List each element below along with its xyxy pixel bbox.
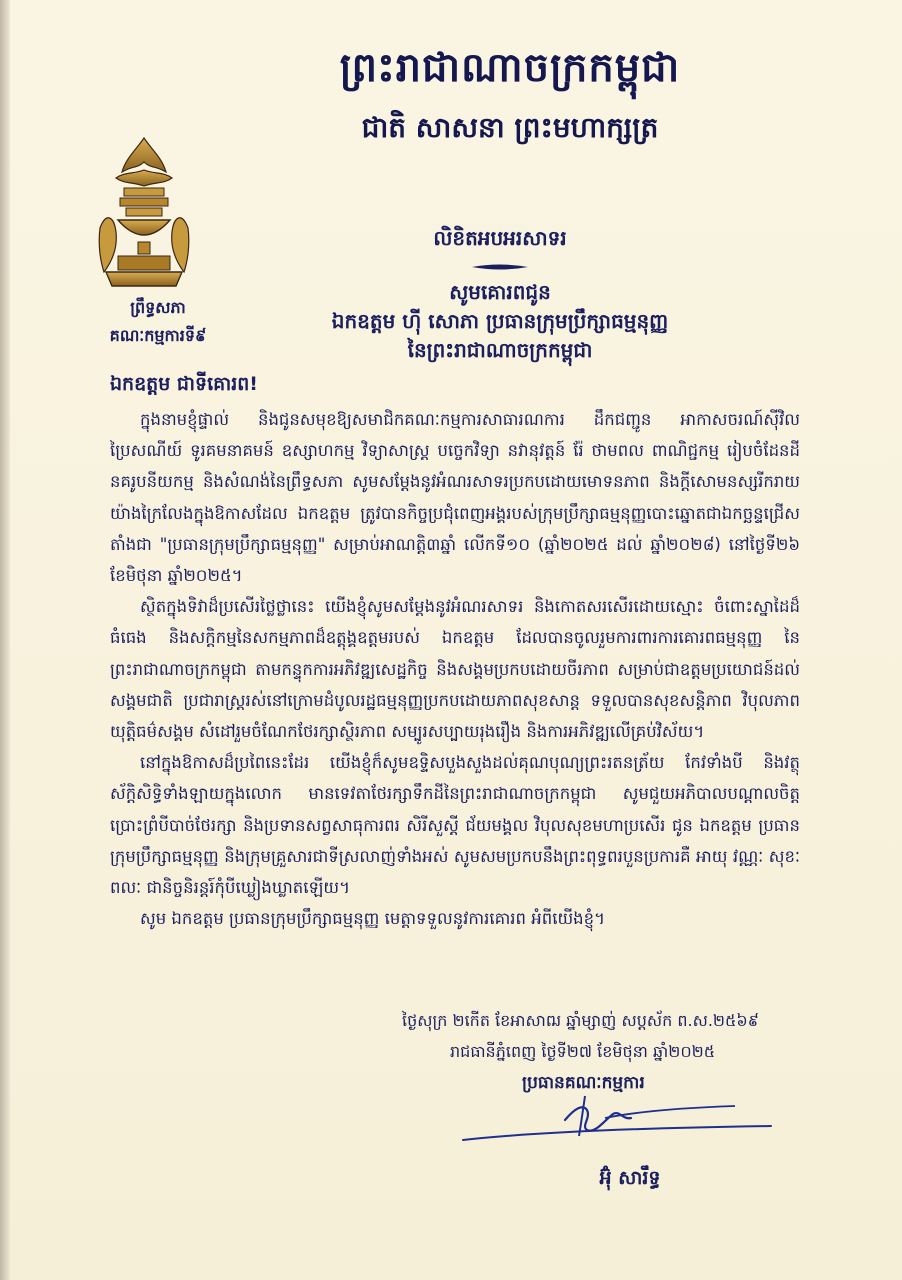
salutation: ឯកឧត្តម ជាទីគោរព!	[110, 373, 258, 395]
organization-name	[78, 294, 238, 350]
signer-name: អ៊ុំ សារឹទ្ធ	[599, 1167, 661, 1189]
national-motto: ជាតិ សាសនា ព្រះមហាក្សត្រ	[361, 111, 659, 144]
organization-line1: ព្រឹទ្ធសភា	[130, 298, 186, 317]
title-divider	[470, 262, 530, 272]
lunar-date: ថ្ងៃសុក្រ ២កើត ខែអាសាឍ ឆ្នាំម្សាញ់ សប្តស័ក ព.ស.២៥៦៩	[402, 1011, 760, 1030]
paragraph-3: នៅក្នុងឱកាសដ៏ប្រពៃនេះដែរ យើងខ្ញុំក៏សូមឧទ្ទិសបួងសួងដល់គុណបុណ្យព្រះរតនត្រ័យ កែវទាំងបី និងវត្ថុស័ក្តិសិទ្ធិទាំងឡាយក្នុងលោក មានទេវតាថែរក្សាទឹកដីនៃព្រះរាជាណាចក្រកម្ពុជា សូមជួយអភិបាលបណ្តាលចិត្តប្រោះព្រំបីបាច់ថែរក្សា និងប្រទានសព្វសាធុការពរ សិរីសួស្តី ជ័យមង្គល វិបុលសុខមហាប្រសើរ ជូន ឯកឧត្តម ប្រធានក្រុមប្រឹក្សាធម្មនុញ្ញ និងក្រុមគ្រួសារជាទីស្រលាញ់ទាំងអស់ សូមសមប្រកបនឹងព្រះពុទ្ធពរបួនប្រការគឺ អាយុ វណ្ណៈ សុខៈ ពលៈ ជានិច្ចនិរន្តរ៍កុំបីឃ្លៀងឃ្លាតឡើយ។	[110, 753, 800, 898]
place-and-date: រាជធានីភ្នំពេញ ថ្ងៃទី២៧ ខែមិថុនា ឆ្នាំ២០២៥	[450, 1042, 716, 1061]
recipient-line3: នៃព្រះរាជាណាចក្រកម្ពុជា	[407, 338, 593, 362]
organization-line2: គណៈកម្មការទី៩	[109, 326, 207, 345]
recipient-block	[230, 278, 770, 365]
closing-line: សូម ឯកឧត្តម ប្រធានក្រុមប្រឹក្សាធម្មនុញ្ញ មេត្តាទទួលនូវការគោរព អំពីយើងខ្ញុំ។	[140, 909, 605, 929]
document-title: លិខិតអបអរសាទរ	[433, 226, 567, 250]
senate-emblem-icon	[96, 132, 192, 292]
handwritten-signature-icon	[455, 1090, 775, 1150]
recipient-line2: ឯកឧត្តម ហ៊ី សោភា ប្រធានក្រុមប្រឹក្សាធម្មនុញ្ញ	[331, 309, 669, 333]
letter-body	[110, 404, 800, 934]
signer-title: ប្រធានគណៈកម្មការ	[522, 1073, 645, 1093]
paragraph-2: ស្ថិតក្នុងទិវាដ៏ប្រសើរថ្លៃថ្លានេះ យើងខ្ញុំសូមសម្តែងនូវអំណរសាទរ និងកោតសរសើរដោយស្មោះ ចំពោះស្នាដៃដ៏ធំធេង និងសក្តិកម្មនៃសកម្មភាពដ៏ឧត្តុង្គឧត្តមរបស់ ឯកឧត្តម ដែលបានចូលរួមការពារការគោរពធម្មនុញ្ញ នៃព្រះរាជាណាចក្រកម្ពុជា តាមកន្ទុកការអភិវឌ្ឍសេដ្ឋកិច្ច និងសង្គមប្រកបដោយចីរភាព សម្រាប់ជាឧត្តមប្រយោជន៍ដល់សង្គមជាតិ ប្រជារាស្ត្ររស់នៅក្រោមដំបូលរដ្ឋធម្មនុញ្ញប្រកបដោយភាពសុខសាន្ត ទទួលបានសុខសន្តិភាព វិបុលភាព យុត្តិធម៌សង្គម សំដៅរួមចំណែកថែរក្សាស្ថិរភាព សម្បូរសប្បាយរុងរឿង និងការអភិវឌ្ឍលើគ្រប់វិស័យ។	[110, 597, 800, 742]
kingdom-heading: ព្រះរាជាណាចក្រកម្ពុជា	[339, 44, 681, 91]
paragraph-1: ក្នុងនាមខ្ញុំផ្ទាល់ និងជូនសមុខឱ្យសមាជិកគណៈកម្មការសាធារណការ ដឹកជញ្ជូន អាកាសចរណ៍ស៊ីវិល ប្រៃសណីយ៍ ទូរគមនាគមន៍ ឧស្សាហកម្ម វិទ្យាសាស្ត្រ បច្ចេកវិទ្យា នវានុវត្តន៍ រ៉ែ ថាមពល ពាណិជ្ជកម្ម រៀបចំដែនដី នគរូបនីយកម្ម និងសំណង់នៃព្រឹទ្ធសភា សូមសម្តែងនូវអំណរសាទរប្រកបដោយមោទនភាព និងក្តីសោមនស្សរីករាយយ៉ាងក្រៃលែងក្នុងឱកាសដែល ឯកឧត្តម ត្រូវបានកិច្ចប្រជុំពេញអង្គរបស់ក្រុមប្រឹក្សាធម្មនុញ្ញបោះឆ្នោតជាឯកច្ឆន្ទជ្រើសតាំងជា "ប្រធានក្រុមប្រឹក្សាធម្មនុញ្ញ" សម្រាប់អាណត្តិ៣ឆ្នាំ លើកទី១០ (ឆ្នាំ២០២៥ ដល់ ឆ្នាំ២០២៨) នៅថ្ងៃទី២៦ ខែមិថុនា ឆ្នាំ២០២៥។	[110, 410, 800, 586]
recipient-line1: សូមគោរពជូន	[449, 280, 551, 304]
